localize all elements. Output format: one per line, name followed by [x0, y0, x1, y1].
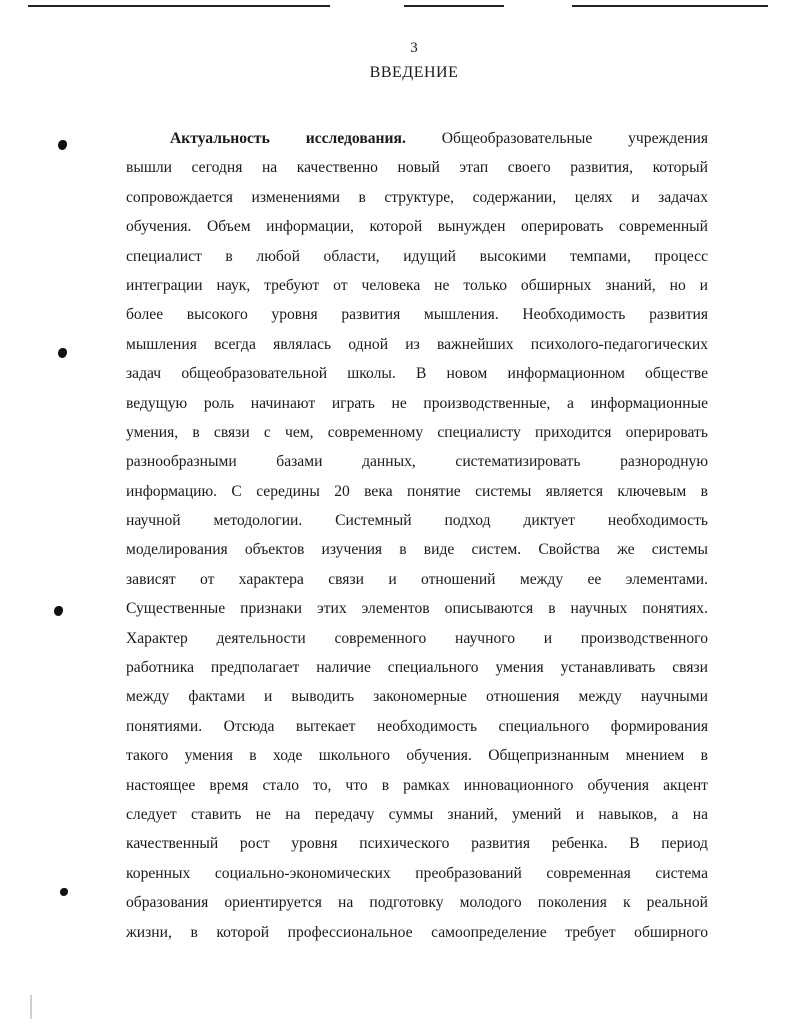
intro-paragraph [126, 124, 708, 947]
text-line: информацию. С середины 20 века понятие системы является ключевым в [126, 482, 708, 500]
page-title: ВВЕДЕНИЕ [369, 64, 459, 81]
text-line: жизни, в которой профессиональное самоопределение требует обширного [126, 923, 708, 941]
punch-hole-mark [60, 888, 68, 896]
text-line: интеграции наук, требуют от человека не только обширных знаний, но и [126, 276, 708, 294]
text-line: специалист в любой области, идущий высокими темпами, процесс [126, 247, 708, 265]
text-line: следует ставить не на передачу суммы знаний, умений и навыков, а на [126, 805, 708, 823]
text-line: вышли сегодня на качественно новый этап своего развития, который [126, 159, 708, 177]
text-line: разнообразными базами данных, систематизировать разнородную [126, 453, 708, 471]
text-line: настоящее время стало то, что в рамках инновационного обучения акцент [126, 776, 708, 794]
text-line: качественный рост уровня психического развития ребенка. В период [126, 835, 708, 853]
text-line: зависят от характера связи и отношений между ее элементами. [126, 570, 708, 588]
punch-hole-mark [58, 140, 67, 150]
text-line: мышления всегда являлась одной из важнейших психолого-педагогических [126, 335, 708, 353]
text-line: обучения. Объем информации, которой вынужден оперировать современный [126, 218, 708, 236]
scan-edge-mark [30, 995, 32, 1019]
text-line: образования ориентируется на подготовку молодого поколения к реальной [126, 894, 708, 912]
paragraph-first-line [126, 124, 708, 153]
first-line-text: Общеобразовательные учреждения [441, 130, 708, 147]
scan-border-top-middle [404, 5, 504, 7]
text-line: понятиями. Отсюда вытекает необходимость специального формирования [126, 717, 708, 735]
page-number: 3 [410, 40, 418, 56]
lead-heading: Актуальность исследования. [170, 130, 406, 147]
text-line: умения, в связи с чем, современному специалисту приходится оперировать [126, 423, 708, 441]
text-line: ведущую роль начинают играть не производственные, а информационные [126, 394, 708, 412]
scan-border-top-left [28, 5, 330, 7]
scan-border-top-right [572, 5, 768, 7]
text-line: между фактами и выводить закономерные отношения между научными [126, 688, 708, 706]
text-line: такого умения в ходе школьного обучения. Общепризнанным мнением в [126, 747, 708, 765]
text-line: сопровождается изменениями в структуре, содержании, целях и задачах [126, 188, 708, 206]
text-line: более высокого уровня развития мышления. Необходимость развития [126, 306, 708, 324]
text-line: моделирования объектов изучения в виде систем. Свойства же системы [126, 541, 708, 559]
text-line: коренных социально-экономических преобразований современная система [126, 864, 708, 882]
text-line: задач общеобразовательной школы. В новом информационном обществе [126, 365, 708, 383]
text-line: Существенные признаки этих элементов описываются в научных понятиях. [126, 600, 708, 618]
text-line: работника предполагает наличие специального умения устанавливать связи [126, 659, 708, 677]
text-line: научной методологии. Системный подход диктует необходимость [126, 512, 708, 530]
text-line: Характер деятельности современного научного и производственного [126, 629, 708, 647]
punch-hole-mark [58, 348, 67, 358]
punch-hole-mark [54, 606, 63, 616]
